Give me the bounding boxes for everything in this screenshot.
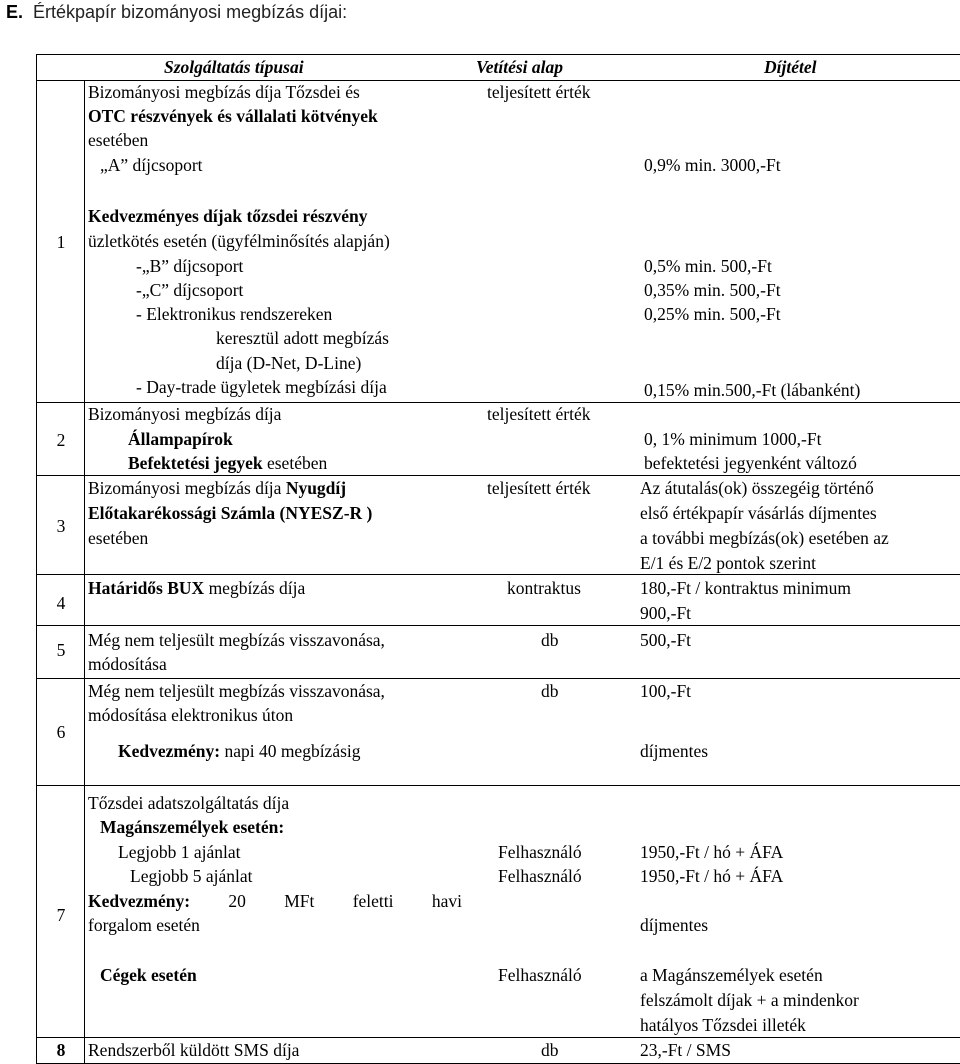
service-text: Cégek esetén <box>100 965 197 985</box>
rate-text: befektetési jegyenként változó <box>644 453 857 473</box>
service-text: -„B” díjcsoport <box>136 256 244 276</box>
service-text-normal: napi 40 megbízásig <box>220 741 361 761</box>
header-rate: Díjtétel <box>764 57 817 77</box>
rate-text: felszámolt díjak + a mindenkor <box>640 990 859 1010</box>
service-text: Legjobb 5 ajánlat <box>130 866 253 886</box>
rate-text: 0,25% min. 500,-Ft <box>644 304 781 324</box>
service-text: módosítása <box>88 654 167 674</box>
base-text: Felhasználó <box>498 866 582 886</box>
row-number: 1 <box>56 232 66 252</box>
rate-text: 0,35% min. 500,-Ft <box>644 280 781 300</box>
rate-text: 500,-Ft <box>640 630 692 650</box>
base-text: Felhasználó <box>498 842 582 862</box>
service-text: OTC részvények és vállalati kötvények <box>88 106 378 126</box>
service-text-normal: MFt <box>284 891 315 911</box>
row-number: 4 <box>56 593 66 613</box>
service-text: - Day-trade ügyletek megbízási díja <box>136 377 387 397</box>
service-text: módosítása elektronikus úton <box>88 705 294 725</box>
rate-text: 180,-Ft / kontraktus minimum <box>640 578 851 598</box>
service-text: Magánszemélyek esetén: <box>100 817 285 837</box>
rate-text: a Magánszemélyek esetén <box>640 965 823 985</box>
header-base: Vetítési alap <box>476 57 564 77</box>
row-number: 3 <box>56 516 66 536</box>
service-text: esetében <box>88 528 149 548</box>
rate-text: hatályos Tőzsdei illeték <box>640 1015 806 1035</box>
service-text: Még nem teljesült megbízás visszavonása, <box>88 630 385 650</box>
service-text-bold: Kedvezmény: <box>88 891 191 911</box>
service-text: - Elektronikus rendszereken <box>136 304 333 324</box>
rate-text: első értékpapír vásárlás díjmentes <box>640 503 877 523</box>
base-text: teljesített érték <box>487 82 591 102</box>
service-text: forgalom esetén <box>88 915 200 935</box>
service-text: Bizományosi megbízás díja Tőzsdei és <box>88 82 360 102</box>
service-text: Legjobb 1 ajánlat <box>118 842 241 862</box>
base-text: Felhasználó <box>498 965 582 985</box>
service-text-bold: Kedvezmény: <box>118 741 221 761</box>
service-text <box>88 576 305 600</box>
service-text: „A” díjcsoport <box>100 155 203 175</box>
rate-text: díjmentes <box>640 915 709 935</box>
row-divider <box>36 625 960 626</box>
rate-text: a további megbízás(ok) esetében az <box>640 528 889 548</box>
rate-text: díjmentes <box>640 741 709 761</box>
row-number: 5 <box>56 640 66 660</box>
service-text: Kedvezményes díjak tőzsdei részvény <box>88 206 368 226</box>
service-text: Állampapírok <box>128 429 233 449</box>
rate-text: 0,9% min. 3000,-Ft <box>644 155 781 175</box>
row-number: 7 <box>56 905 66 925</box>
rate-text: 23,-Ft / SMS <box>640 1040 731 1060</box>
rate-text: 900,-Ft <box>640 603 692 623</box>
row-divider <box>36 574 960 575</box>
base-text: db <box>541 630 559 650</box>
service-text-normal: feletti <box>352 891 394 911</box>
section-letter: E. <box>6 2 24 22</box>
base-text: teljesített érték <box>487 478 591 498</box>
row-divider <box>36 785 960 786</box>
service-text: díja (D-Net, D-Line) <box>216 353 362 373</box>
rate-text: Az átutalás(ok) összegéig történő <box>640 478 874 498</box>
service-text: keresztül adott megbízás <box>216 328 389 348</box>
row-number: 6 <box>56 722 66 742</box>
row-number: 8 <box>56 1040 66 1060</box>
service-text: üzletkötés esetén (ügyfélminősítés alapján) <box>88 231 390 251</box>
service-text-normal: Bizományosi megbízás díja <box>88 478 286 498</box>
rate-text: 0,15% min.500,-Ft (lábanként) <box>644 380 861 400</box>
rate-text: E/1 és E/2 pontok szerint <box>640 553 816 573</box>
base-text: db <box>541 681 559 701</box>
service-text <box>88 889 462 913</box>
base-text: teljesített érték <box>487 404 591 424</box>
service-text: Előtakarékossági Számla (NYESZ-R ) <box>88 503 373 523</box>
service-text-bold: Befektetési jegyek <box>128 453 263 473</box>
service-text: Bizományosi megbízás díja <box>88 404 282 424</box>
service-text-normal: esetében <box>262 453 328 473</box>
rate-text: 1950,-Ft / hó + ÁFA <box>640 866 784 886</box>
service-text: -„C” díjcsoport <box>136 280 244 300</box>
rate-text: 100,-Ft <box>640 681 692 701</box>
base-text: kontraktus <box>507 578 581 598</box>
service-text-normal: megbízás díja <box>204 578 306 598</box>
service-text <box>128 451 327 475</box>
service-text <box>118 739 361 763</box>
service-text: esetében <box>88 130 149 150</box>
service-text: Tőzsdei adatszolgáltatás díja <box>88 793 290 813</box>
service-text-normal: havi <box>431 891 462 911</box>
section-title: Értékpapír bizományosi megbízás díjai: <box>33 2 348 22</box>
service-text-bold: Nyugdíj <box>285 478 347 498</box>
base-text: db <box>541 1040 559 1060</box>
service-text <box>88 476 346 500</box>
service-text-normal: 20 <box>228 891 246 911</box>
service-text: Még nem teljesült megbízás visszavonása, <box>88 681 385 701</box>
section-heading <box>6 2 347 23</box>
rate-text: 1950,-Ft / hó + ÁFA <box>640 842 784 862</box>
header-service-type: Szolgáltatás típusai <box>164 57 304 77</box>
rate-text: 0, 1% minimum 1000,-Ft <box>644 429 822 449</box>
rate-text: 0,5% min. 500,-Ft <box>644 256 772 276</box>
row-number: 2 <box>56 430 66 450</box>
service-text: Rendszerből küldött SMS díja <box>88 1040 300 1060</box>
service-text-bold: Határidős BUX <box>88 578 205 598</box>
